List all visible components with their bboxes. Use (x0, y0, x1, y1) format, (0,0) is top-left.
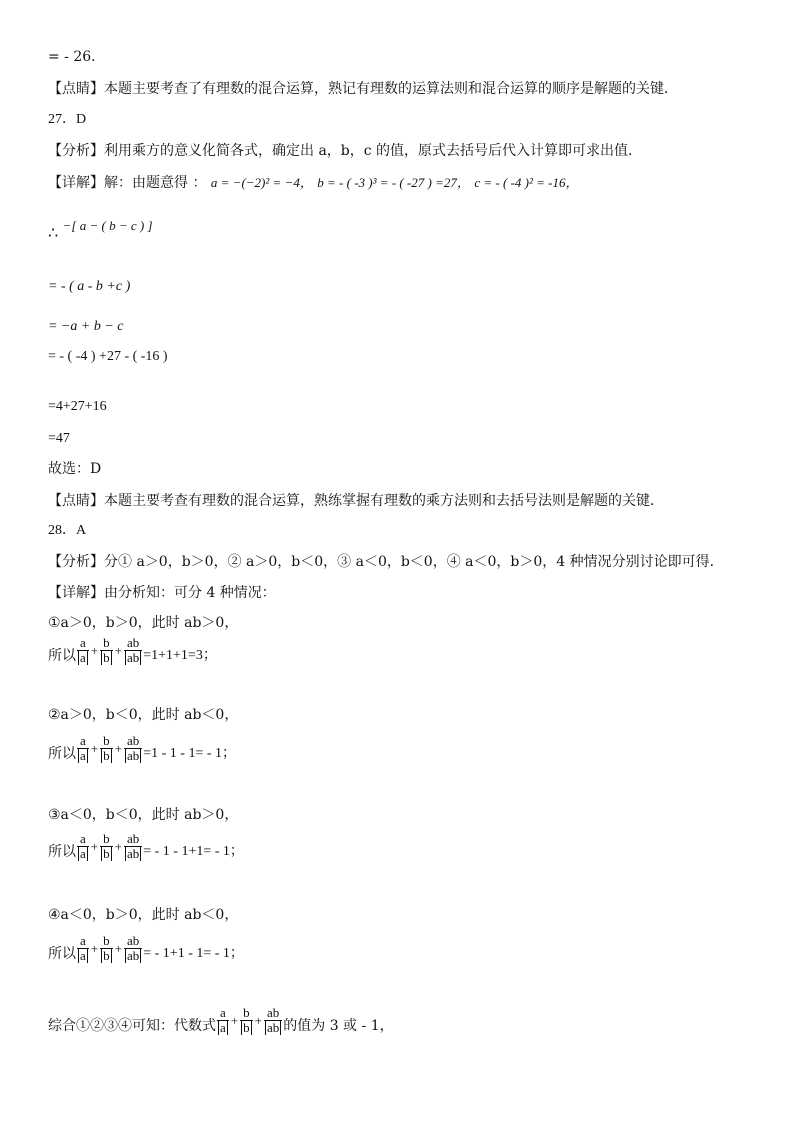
fraction-ab-over-abs-ab: $\frac{ab}{ab}$ (124, 934, 142, 963)
fraction-ab-over-abs-ab: $\frac{ab}{ab}$ (124, 832, 142, 861)
conclusion-prefix: 综合①②③④可知：代数式 (48, 1018, 216, 1034)
plus-sign: + (230, 1012, 239, 1028)
case-3-calc (48, 832, 244, 861)
detail-27 (48, 174, 578, 192)
equation-b: b = - ( -3 )³ = - ( -27 ) =27， (317, 175, 470, 190)
case-2-condition: ②a＞0，b＜0，此时 ab＜0， (48, 707, 239, 723)
case-2-calc (48, 734, 236, 763)
remark-26: 【点睛】本题主要考查了有理数的混合运算，熟记有理数的运算法则和混合运算的顺序是解题的关键． (48, 81, 678, 97)
case-4-result: = - 1+1 - 1= - 1； (143, 946, 244, 961)
case-4-calc (48, 934, 244, 963)
step-2: = −a + b − c (48, 319, 124, 334)
fraction-b-over-abs-b: $\frac{b}{b}$ (240, 1006, 253, 1035)
fraction-b-over-abs-b: $\frac{b}{b}$ (100, 636, 113, 665)
question-28-answer: 28．A (48, 523, 87, 538)
fraction-ab-over-abs-ab: $\frac{ab}{ab}$ (124, 734, 142, 763)
analysis-27: 【分析】利用乘方的意义化简各式，确定出 a，b，c 的值，原式去括号后代入计算即可求出值． (48, 143, 643, 159)
case-1-result: =1+1+1=3； (143, 648, 217, 663)
analysis-28: 【分析】分① a＞0，b＞0，② a＞0，b＜0，③ a＜0，b＜0，④ a＜0，b＞0，4 种情况分别讨论即可得． (48, 554, 724, 570)
choice-27: 故选：D (48, 461, 102, 477)
so-label: 所以 (48, 648, 76, 664)
so-label: 所以 (48, 844, 76, 860)
fraction-a-over-abs-a: $\frac{a}{a}$ (77, 934, 89, 963)
fraction-ab-over-abs-ab: $\frac{ab}{ab}$ (264, 1006, 282, 1035)
fraction-b-over-abs-b: $\frac{b}{b}$ (100, 832, 113, 861)
fraction-a-over-abs-a: $\frac{a}{a}$ (77, 832, 89, 861)
plus-sign: + (114, 740, 122, 756)
so-label: 所以 (48, 946, 76, 962)
step-4: =4+27+16 (48, 399, 107, 414)
case-3-condition: ③a＜0，b＜0，此时 ab＞0， (48, 807, 239, 823)
case-1-calc (48, 636, 217, 665)
plus-sign: + (114, 642, 122, 658)
case-2-result: =1 - 1 - 1= - 1； (143, 746, 237, 761)
detail-27-prefix: 【详解】解：由题意得 ： (48, 175, 207, 191)
question-27-answer: 27．D (48, 112, 87, 127)
step-3: = - ( -4 ) +27 - ( -16 ) (48, 349, 168, 364)
plus-sign: + (90, 642, 99, 658)
case-4-condition: ④a＜0，b＞0，此时 ab＜0， (48, 907, 239, 923)
plus-sign: + (254, 1012, 262, 1028)
detail-28: 【详解】由分析知：可分 4 种情况： (48, 585, 276, 601)
result-line: = - 26． (48, 49, 106, 65)
plus-sign: + (90, 838, 99, 854)
case-3-result: = - 1 - 1+1= - 1； (143, 844, 244, 859)
therefore-symbol: ∴ (48, 223, 59, 242)
plus-sign: + (90, 740, 99, 756)
plus-sign: + (90, 940, 99, 956)
fraction-b-over-abs-b: $\frac{b}{b}$ (100, 734, 113, 763)
conclusion-suffix: 的值为 3 或 - 1， (283, 1018, 394, 1034)
remark-27: 【点睛】本题主要考查有理数的混合运算，熟练掌握有理数的乘方法则和去括号法则是解题的关键． (48, 493, 664, 509)
plus-sign: + (114, 838, 122, 854)
fraction-a-over-abs-a: $\frac{a}{a}$ (77, 734, 89, 763)
fraction-b-over-abs-b: $\frac{b}{b}$ (100, 934, 113, 963)
step-1: = - ( a - b +c ) (48, 279, 131, 294)
plus-sign: + (114, 940, 122, 956)
original-expression: −[ a − ( b − c ) ] (62, 218, 153, 233)
fraction-ab-over-abs-ab: $\frac{ab}{ab}$ (124, 636, 142, 665)
step-5: =47 (48, 431, 70, 446)
equation-a: a = −(−2)² = −4， (210, 175, 313, 190)
equation-c: c = - ( -4 )² = -16， (474, 175, 579, 190)
fraction-a-over-abs-a: $\frac{a}{a}$ (217, 1006, 229, 1035)
so-label: 所以 (48, 746, 76, 762)
fraction-a-over-abs-a: $\frac{a}{a}$ (77, 636, 89, 665)
conclusion (48, 1006, 394, 1035)
therefore-line (48, 218, 153, 243)
case-1-condition: ①a＞0，b＞0，此时 ab＞0， (48, 615, 239, 631)
